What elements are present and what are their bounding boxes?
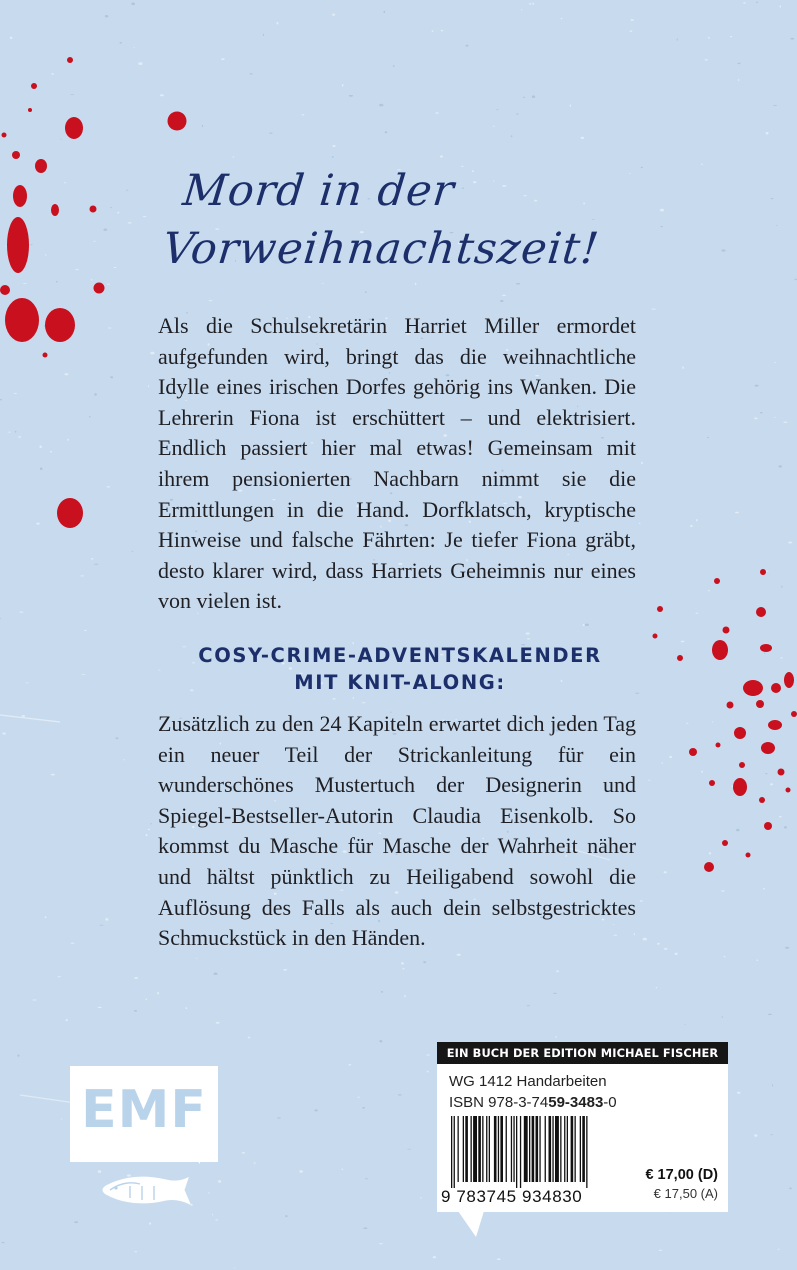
kalender-heading <box>140 642 660 696</box>
publisher-logo-text: EMF <box>81 1080 207 1140</box>
barcode-panel <box>437 1064 728 1212</box>
barcode-digits: 9 783745 934830 <box>441 1187 583 1206</box>
isbn-prefix: ISBN 978-3-74 <box>449 1094 549 1111</box>
isbn-bold: 59-3483 <box>548 1094 604 1111</box>
isbn <box>449 1094 617 1111</box>
isbn-suffix: -0 <box>603 1094 617 1111</box>
blurb-text: Als die Schulsekretärin Harriet Miller ermordet aufgefunden wird, bringt das die weihnachtliche Idylle eines irischen Dorfes gehörig ins Wanken. Die Lehrerin Fiona ist erschüttert – und elektrisiert. Endlich passiert hier mal etwas! Gemeinsam mit ihrem pensionierten Nachbarn nimmt sie die Ermittlungen in die Hand. Dorfklatsch, kryptische Hinweise und falsche Fährten: Je tiefer Fiona gräbt, desto klarer wird, dass Harriets Geheimnis nur eines von vielen ist. <box>158 313 636 614</box>
headline-line-2: Vorweihnachtszeit! <box>160 224 602 274</box>
barcode-panel-tail <box>458 1211 498 1241</box>
emf-fish-icon <box>70 1150 218 1230</box>
publisher-logo <box>70 1066 218 1162</box>
headline-line-1: Mord in der <box>180 166 457 216</box>
kalender-text: Zusätzlich zu den 24 Kapiteln erwartet dich jeden Tag ein neuer Teil der Strickanleitung für ein wunderschönes Mustertuch der Designerin und Spiegel-Bestseller-Autorin Claudia Eisenkolb. So kommst du Masche für Masche der Wahrheit näher und hältst pünktlich zu Heiligabend sowohl die Auflösung des Falls als auch dein selbstgestricktes Schmuckstück in den Händen. <box>158 711 636 951</box>
barcode <box>451 1116 637 1188</box>
imprint-banner: EIN BUCH DER EDITION MICHAEL FISCHER <box>437 1042 728 1064</box>
headline <box>160 162 656 278</box>
kalender-heading-line-1: COSY-CRIME-ADVENTSKALENDER <box>198 644 602 667</box>
kalender-heading-line-2: MIT KNIT-ALONG: <box>294 671 506 694</box>
price-germany: € 17,00 (D) <box>645 1167 718 1183</box>
warengruppe: WG 1412 Handarbeiten <box>449 1073 607 1090</box>
price-austria: € 17,50 (A) <box>653 1186 718 1201</box>
